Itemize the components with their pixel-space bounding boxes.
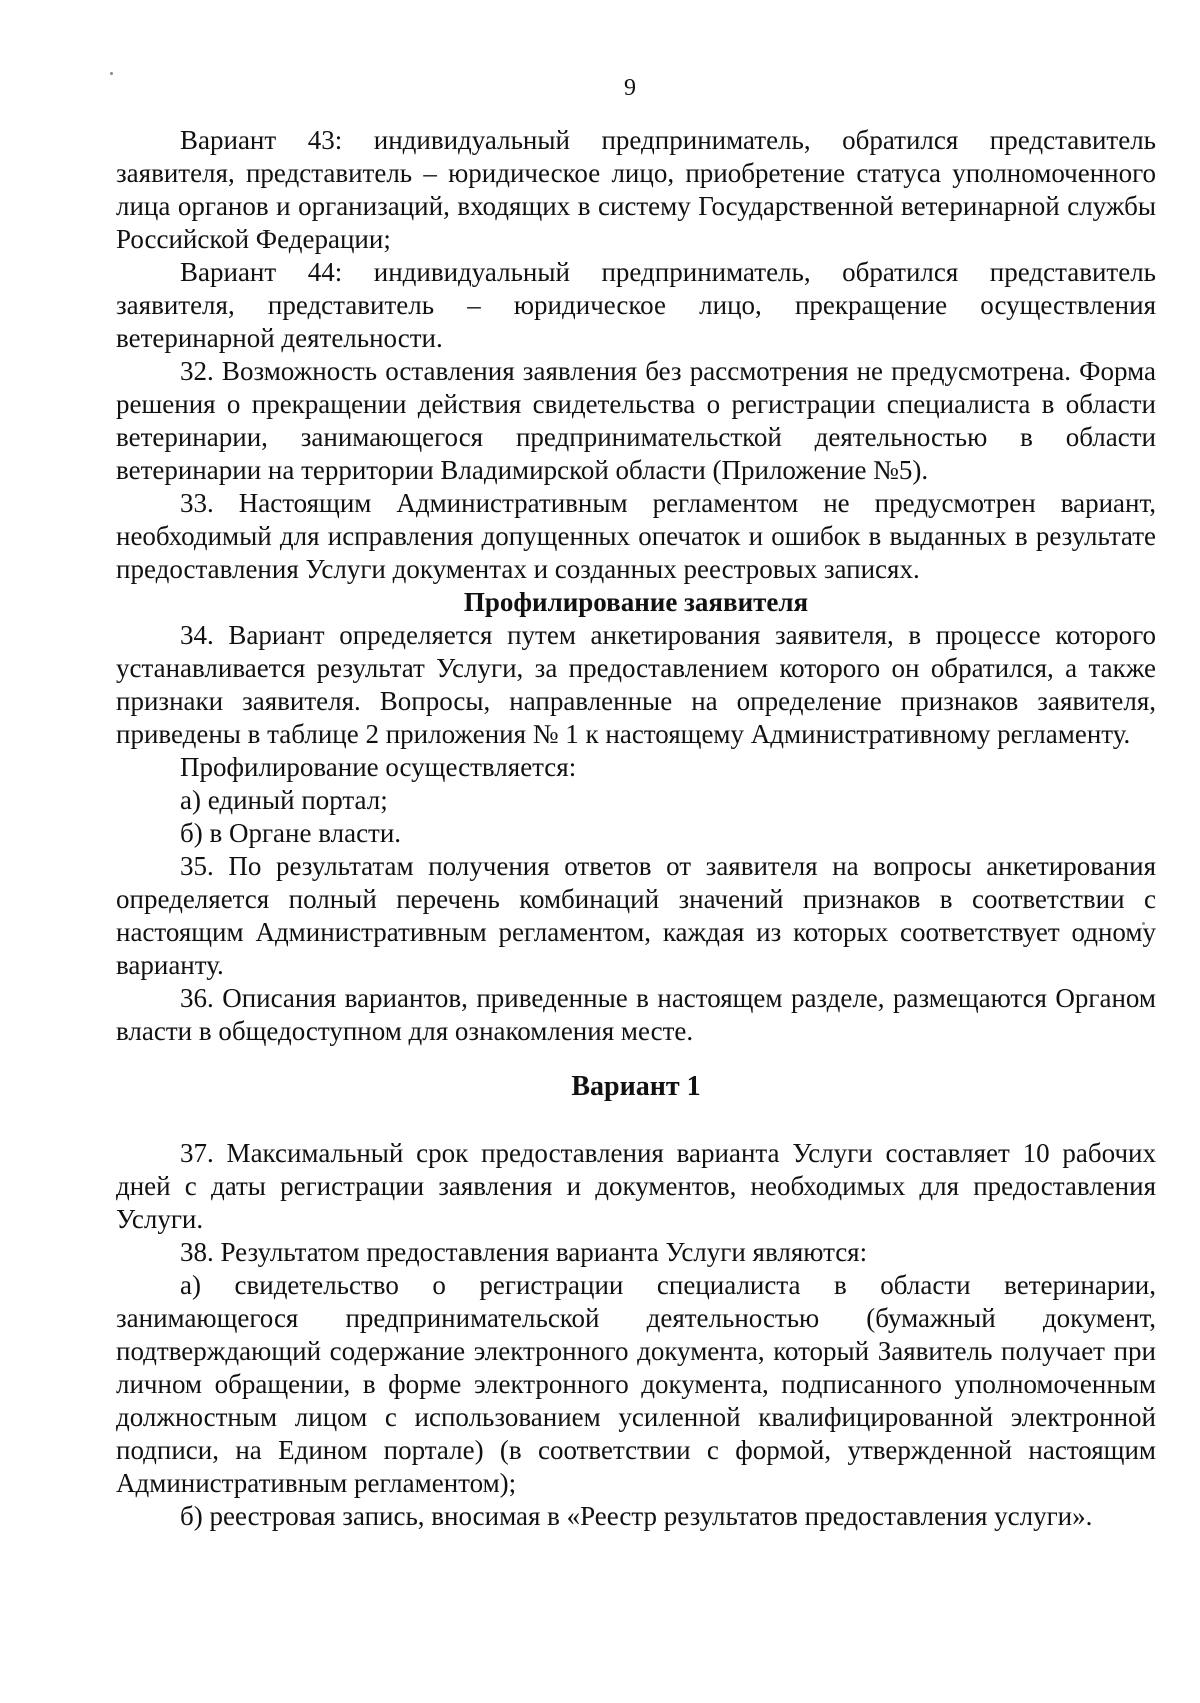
paragraph-37: 37. Максимальный срок предоставления варианта Услуги составляет 10 рабочих дней с даты регистрации заявления и документов, необходимых для предоставления Услуги. xyxy=(116,1138,1156,1234)
paragraph-variant-44: Вариант 44: индивидуальный предприниматель, обратился представитель заявителя, представитель – юридическое лицо, прекращение осуществления ветеринарной деятельности. xyxy=(116,257,1156,353)
section-heading-profiling: Профилирование заявителя xyxy=(463,587,809,617)
paragraph-35: 35. По результатам получения ответов от заявителя на вопросы анкетирования определяется полный перечень комбинаций значений признаков в соответствии с настоящим Административным регламентом, каждая из которых соответствует одному варианту. xyxy=(116,851,1156,980)
list-item-certificate: а) свидетельство о регистрации специалиста в области ветеринарии, занимающегося предпринимательской деятельностью (бумажный документ, подтверждающий содержание электронного документа, который Заявитель получает при личном обращении, в форме электронного документа, подписанного уполномоченным должностным лицом с использованием усиленной квалифицированной электронной подписи, на Едином портале) (в соответствии с формой, утвержденной настоящим Административным регламентом); xyxy=(116,1270,1156,1498)
list-item-portal: а) единый портал; xyxy=(180,785,388,815)
paragraph-34: 34. Вариант определяется путем анкетирования заявителя, в процессе которого устанавливается результат Услуги, за предоставлением которого он обратился, а также признаки заявителя. Вопросы, направленные на определение признаков заявителя, приведены в таблице 2 приложения № 1 к настоящему Административному регламенту. xyxy=(116,620,1156,749)
list-item-registry-entry: б) реестровая запись, вносимая в «Реестр результатов предоставления услуги». xyxy=(180,1501,1093,1531)
section-heading-variant-1: Вариант 1 xyxy=(571,1071,701,1102)
paragraph-33: 33. Настоящим Административным регламентом не предусмотрен вариант, необходимый для исправления допущенных опечаток и ошибок в выданных в результате предоставления Услуги документах и созданных реестровых записях. xyxy=(116,488,1156,584)
list-item-authority: б) в Органе власти. xyxy=(180,818,402,848)
document-body xyxy=(116,124,1156,1533)
paragraph-variant-43: Вариант 43: индивидуальный предприниматель, обратился представитель заявителя, представитель – юридическое лицо, приобретение статуса уполномоченного лица органов и организаций, входящих в систему Государственной ветеринарной службы Российской Федерации; xyxy=(116,125,1156,254)
paragraph-36: 36. Описания вариантов, приведенные в настоящем разделе, размещаются Органом власти в общедоступном для ознакомления месте. xyxy=(116,983,1156,1046)
paragraph-32: 32. Возможность оставления заявления без рассмотрения не предусмотрена. Форма решения о прекращении действия свидетельства о регистрации специалиста в области ветеринарии, занимающегося предпринимательсткой деятельностью в области ветеринарии на территории Владимирской области (Приложение №5). xyxy=(116,356,1156,485)
paragraph-38: 38. Результатом предоставления варианта Услуги являются: xyxy=(180,1237,868,1267)
page-number: 9 xyxy=(624,75,636,101)
paragraph-profiling-intro: Профилирование осуществляется: xyxy=(180,752,577,782)
